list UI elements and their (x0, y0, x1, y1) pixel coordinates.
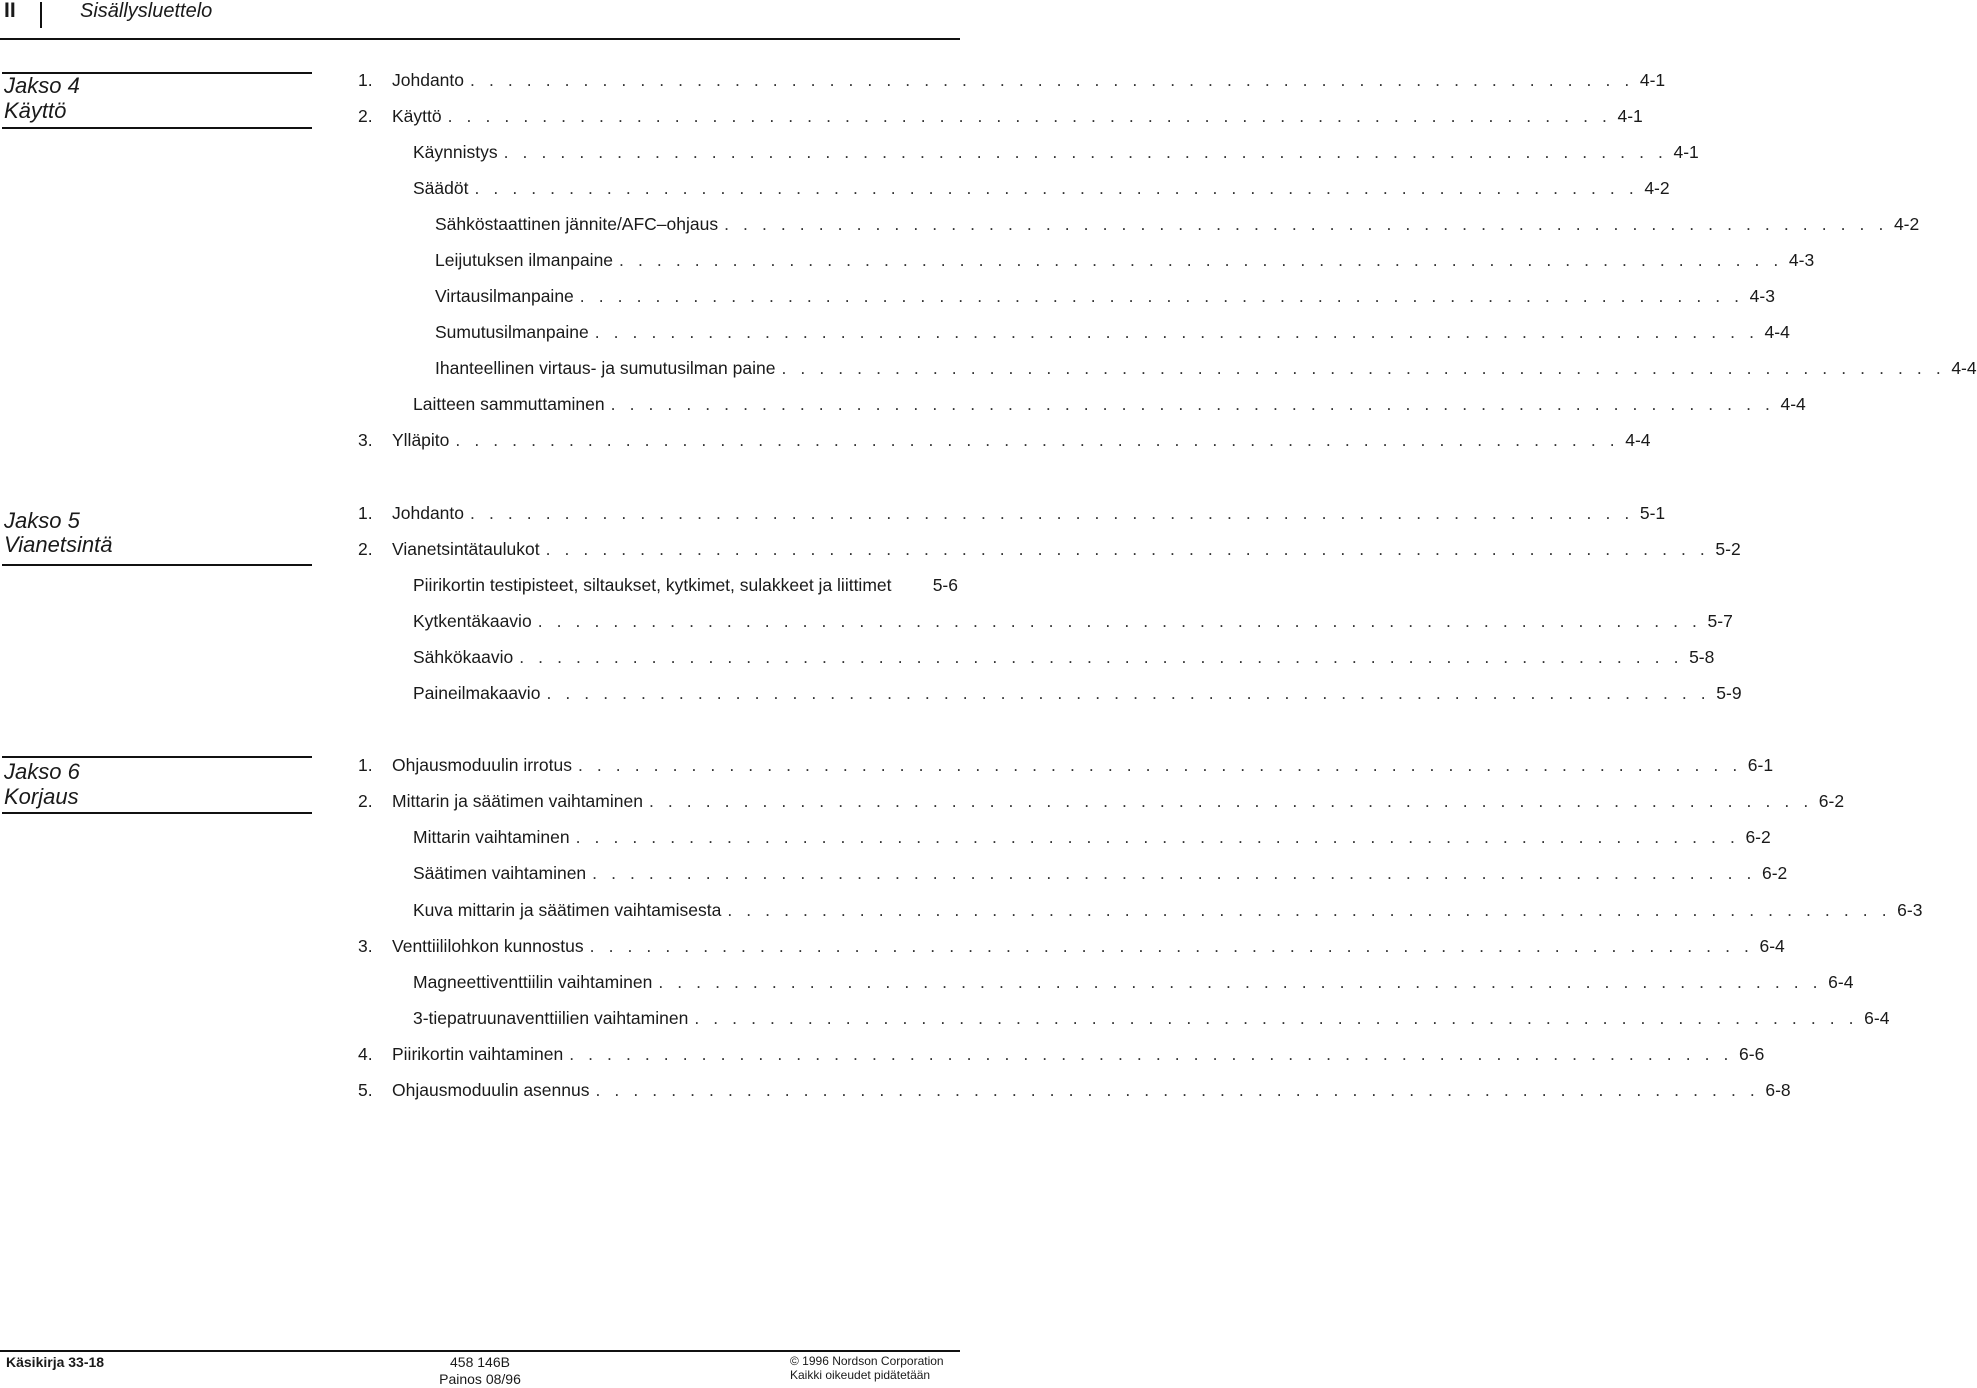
header-rule (0, 38, 960, 40)
toc-leader-dots: . . . . . . . . . . . . . . . . . . . . . . . . . . . . . . . . . . . . . . . . . . . . . . . . . . . . . . . . . . . . . . (619, 250, 1783, 270)
toc-entry-title: Sähköstaattinen jännite/AFC–ohjaus (435, 214, 719, 234)
toc-entry-page: 6-2 (1818, 791, 1845, 811)
toc-entry-number: 4. (358, 1044, 373, 1064)
toc-entry-title: Leijutuksen ilmanpaine (435, 250, 614, 270)
section-label-line: Käyttö (4, 98, 67, 123)
toc-leader-dots: . . . . . . . . . . . . . . . . . . . . . . . . . . . . . . . . . . . . . . . . . . . . . . . . . . . . . . . . . . . . . . (595, 1080, 1760, 1100)
section-label-line: Vianetsintä (4, 532, 113, 557)
section-label-line: Korjaus (4, 784, 79, 809)
toc-entry-page: 5-9 (1716, 683, 1742, 703)
toc-entry-title: Laitteen sammuttaminen (413, 394, 605, 414)
toc-entry-page: 5-8 (1689, 647, 1715, 667)
footer-right (790, 1354, 944, 1382)
toc-entry-page: 4-2 (1644, 178, 1670, 198)
label-rule-bottom (2, 127, 312, 129)
toc-leader-dots: . . . . . . . . . . . . . . . . . . . . . . . . . . . . . . . . . . . . . . . . . . . . . . . . . . . . . . . . . . . . . . (546, 683, 1711, 703)
footer-part-number: 458 146B (450, 1354, 510, 1370)
toc-leader-dots: . . . . . . . . . . . . . . . . . . . . . . . . . . . . . . . . . . . . . . . . . . . . . . . . . . . . . . . . . . . . . . (781, 358, 1946, 378)
label-rule-bottom (2, 564, 312, 566)
toc-leader-dots: . . . . . . . . . . . . . . . . . . . . . . . . . . . . . . . . . . . . . . . . . . . . . . . . . . . . . . . . . . . . . . (575, 827, 1740, 847)
toc-entry-title: Mittarin ja säätimen vaihtaminen (392, 791, 643, 811)
toc-leader-dots: . . . . . . . . . . . . . . . . . . . . . . . . . . . . . . . . . . . . . . . . . . . . . . . . . . . . . . . . . . . . . . (503, 142, 1668, 162)
toc-entry-number: 1. (358, 503, 373, 523)
footer-rule (0, 1350, 960, 1352)
toc-entry-page: 4-4 (1780, 394, 1806, 414)
toc-leader-dots: . . . . . . . . . . . . . . . . . . . . . . . . . . . . . . . . . . . . . . . . . . . . . . . . . . . . . . . . . . . . . . (589, 936, 1754, 956)
toc-leader-dots: . . . . . . . . . . . . . . . . . . . . . . . . . . . . . . . . . . . . . . . . . . . . . . . . . . . . . . . . . . . . . . (537, 611, 1702, 631)
toc-entry-page: 6-8 (1765, 1080, 1791, 1100)
toc-entry-number: 2. (358, 539, 373, 559)
toc-leader-dots: . . . . . . . . . . . . . . . . . . . . . . . . . . . . . . . . . . . . . . . . . . . . . . . . . . . . . . . . . . . . . . (474, 178, 1639, 198)
toc-entry-page: 6-3 (1897, 900, 1923, 920)
toc-entry-page: 4-2 (1893, 214, 1920, 234)
label-rule-top (2, 756, 312, 758)
toc-leader-dots: . . . . . . . . . . . . . . . . . . . . . . . . . . . . . . . . . . . . . . . . . . . . . . . . . . . . . . . . . . . . . . (455, 430, 1620, 450)
toc-entry-title: Magneettiventtiilin vaihtaminen (413, 972, 653, 992)
toc-leader-dots: . . . . . . . . . . . . . . . . . . . . . . . . . . . . . . . . . . . . . . . . . . . . . . . . . . . . . . . . . . . . . . (545, 539, 1710, 559)
toc-entry-page: 6-1 (1747, 755, 1774, 775)
toc-entry-number: 1. (358, 755, 373, 775)
toc-entry-page: 4-1 (1673, 142, 1699, 162)
toc-leader-dots: . . . . . . . . . . . . . . . . . . . . . . . . . . . . . . . . . . . . . . . . . . . . . . . . . . . . . . . . . . . . . . (648, 791, 1813, 811)
toc-leader-dots: . . . . . . . . . . . . . . . . . . . . . . . . . . . . . . . . . . . . . . . . . . . . . . . . . . . . . . . . . . . . . . (594, 322, 1759, 342)
toc-entry-page: 4-4 (1764, 322, 1790, 342)
toc-leader-dots: . . . . . . . . . . . . . . . . . . . . . . . . . . . . . . . . . . . . . . . . . . . . . . . . . . . . . . . . . . . . . . (658, 972, 1823, 992)
section-label-line: Jakso 5 (4, 508, 80, 533)
toc-entry-title: Säätimen vaihtaminen (413, 863, 587, 883)
toc-entry-title: 3-tiepatruunaventtiilien vaihtaminen (413, 1008, 689, 1028)
toc-entry-title: Paineilmakaavio (413, 683, 541, 703)
toc-leader-dots: . . . . . . . . . . . . . . . . . . . . . . . . . . . . . . . . . . . . . . . . . . . . . . . . . . . . . . . . . . . . . . (610, 394, 1775, 414)
toc-entry-title: Piirikortin testipisteet, siltaukset, kytkimet, sulakkeet ja liittimet (413, 575, 892, 595)
toc-leader-dots: . . . . . . . . . . . . . . . . . . . . . . . . . . . . . . . . . . . . . . . . . . . . . . . . . . . . . . . . . . . . . . (579, 286, 1744, 306)
toc-entry-page: 6-4 (1864, 1008, 1890, 1028)
section-label-line: Jakso 4 (4, 73, 80, 98)
toc-entry-page: 6-6 (1739, 1044, 1765, 1064)
toc-entry-title: Johdanto (392, 70, 465, 90)
toc-entry-title: Mittarin vaihtaminen (413, 827, 570, 847)
toc-entry-page: 6-2 (1745, 827, 1771, 847)
toc-entry-page: 6-2 (1762, 863, 1788, 883)
toc-entry-title: Ohjausmoduulin asennus (392, 1080, 590, 1100)
toc-entry-page: 4-3 (1749, 286, 1775, 306)
toc-entry-number: 3. (358, 430, 373, 450)
toc-entry-title: Säädöt (413, 178, 469, 198)
toc-leader-dots: . . . . . . . . . . . . . . . . . . . . . . . . . . . . . . . . . . . . . . . . . . . . . . . . . . . . . . . . . . . . . . (447, 106, 1612, 126)
toc-entry-title: Kuva mittarin ja säätimen vaihtamisesta (413, 900, 722, 920)
footer-manual: Käsikirja 33-18 (6, 1354, 105, 1370)
toc-entry-number: 2. (358, 106, 373, 126)
toc-entry-title: Venttiililohkon kunnostus (392, 936, 584, 956)
toc-leader-dots: . . . . . . . . . . . . . . . . . . . . . . . . . . . . . . . . . . . . . . . . . . . . . . . . . . . . . . . . . . . . . . (694, 1008, 1859, 1028)
toc-entry-page: 4-1 (1639, 70, 1666, 90)
header-section-number: II (4, 0, 16, 22)
toc-entry-number: 1. (358, 70, 373, 90)
toc-entry-title: Kytkentäkaavio (413, 611, 532, 631)
footer-center (400, 1354, 560, 1388)
toc-entry-title: Piirikortin vaihtaminen (392, 1044, 564, 1064)
toc-entry-page: 4-1 (1617, 106, 1643, 126)
toc-entry-title: Virtausilmanpaine (435, 286, 574, 306)
toc-entry-title: Sumutusilmanpaine (435, 322, 589, 342)
toc-entry-title: Ohjausmoduulin irrotus (392, 755, 572, 775)
toc-entry-number: 5. (358, 1080, 373, 1100)
toc-entry-number: 3. (358, 936, 373, 956)
toc-entry-number: 2. (358, 791, 373, 811)
toc-leader-dots: . . . . . . . . . . . . . . . . . . . . . . . . . . . . . . . . . . . . . . . . . . . . . . . . . . . . . . . . . . . . . . (569, 1044, 1734, 1064)
section-label-line: Jakso 6 (4, 759, 80, 784)
toc-entry-page: 4-4 (1951, 358, 1977, 378)
toc-entry-page: 5-7 (1707, 611, 1733, 631)
header-divider (40, 2, 42, 28)
toc-entry-title: Ihanteellinen virtaus- ja sumutusilman paine (435, 358, 776, 378)
toc-entry-page: 5-1 (1639, 503, 1666, 523)
footer-edition: Painos 08/96 (439, 1371, 521, 1387)
toc-entry-title: Ylläpito (392, 430, 450, 450)
toc-leader-dots: . . . . . . . . . . . . . . . . . . . . . . . . . . . . . . . . . . . . . . . . . . . . . . . . . . . . . . . . . . . . . . (727, 900, 1892, 920)
toc-leader-dots: . . . . . . . . . . . . . . . . . . . . . . . . . . . . . . . . . . . . . . . . . . . . . . . . . . . . . . . . . . . . . . (724, 214, 1888, 234)
toc-entry-page: 5-6 (932, 575, 958, 595)
toc-entry-title: Johdanto (392, 503, 465, 523)
page-header (0, 0, 960, 40)
toc-entry-title: Käyttö (392, 106, 442, 126)
toc-entry-page: 4-4 (1625, 430, 1651, 450)
toc-leader-dots: . . . . . . . . . . . . . . . . . . . . . . . . . . . . . . . . . . . . . . . . . . . . . . . . . . . . . . . . . . . . . . (592, 863, 1756, 883)
toc-entry-title: Käynnistys (413, 142, 498, 162)
toc-entry-page: 6-4 (1759, 936, 1785, 956)
label-rule-bottom (2, 812, 312, 814)
toc-leader-dots: . . . . . . . . . . . . . . . . . . . . . . . . . . . . . . . . . . . . . . . . . . . . . . . . . . . . . . . . . . . . . . (470, 503, 1634, 523)
footer-rights: Kaikki oikeudet pidätetään (790, 1368, 931, 1382)
toc-entry-title: Vianetsintätaulukot (392, 539, 540, 559)
toc-entry-page: 5-2 (1715, 539, 1741, 559)
toc-leader-dots: . . . . . . . . . . . . . . . . . . . . . . . . . . . . . . . . . . . . . . . . . . . . . . . . . . . . . . . . . . . . . . (470, 70, 1634, 90)
page-title: Sisällysluettelo (80, 0, 213, 22)
toc-leader-dots: . . . . . . . . . . . . . . . . . . . . . . . . . . . . . . . . . . . . . . . . . . . . . . . . . . . . . . . . . . . . . . (519, 647, 1684, 667)
toc-leader-dots: . . . . . . . . . . . . . . . . . . . . . . . . . . . . . . . . . . . . . . . . . . . . . . . . . . . . . . . . . . . . . . (577, 755, 1742, 775)
toc-entry-title: Sähkökaavio (413, 647, 514, 667)
toc-entry-page: 4-3 (1788, 250, 1815, 270)
toc-entry-page: 6-4 (1828, 972, 1854, 992)
footer-copyright: © 1996 Nordson Corporation (790, 1354, 944, 1368)
